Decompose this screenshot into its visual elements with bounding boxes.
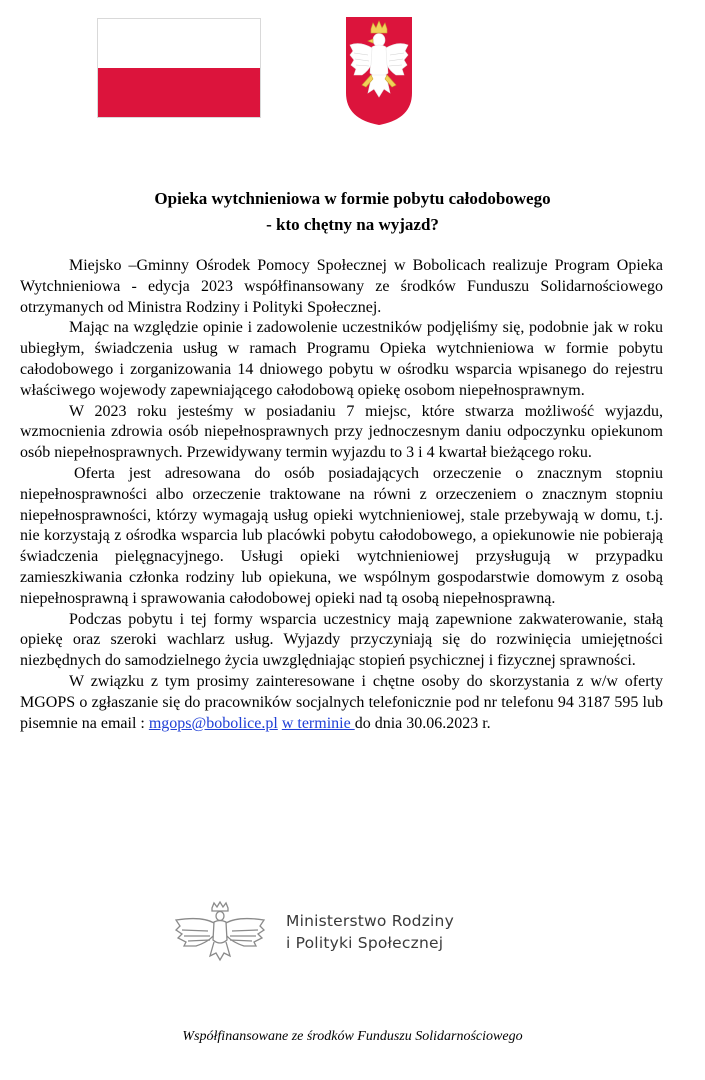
title-line-2: - kto chętny na wyjazd? <box>266 215 439 234</box>
title-line-1: Opieka wytchnieniowa w formie pobytu całodobowego <box>154 189 551 208</box>
ministry-eagle-icon <box>168 900 268 964</box>
paragraph-support: Podczas pobytu i tej formy wsparcia uczestnicy mają zapewnione zakwaterowanie, stałą opiekę oraz szeroki wachlarz usług. Wyjazdy przyczyniają się do rozwinięcia umiejętności niezbędnych do samodzielnego życia uwzględniając stopień psychicznej i fizycznej sprawności. <box>20 610 663 670</box>
ministry-name <box>286 910 454 954</box>
poland-white-eagle-emblem-icon <box>344 15 414 127</box>
document-title <box>0 186 705 238</box>
email-link[interactable]: mgops@bobolice.pl <box>148 714 278 732</box>
deadline-text: do dnia 30.06.2023 r. <box>354 714 491 732</box>
paragraph-program-info: Miejsko –Gminny Ośrodek Pomocy Społecznej w Bobolicach realizuje Program Opieka Wytchnieniowa - edycja 2023 współfinansowany ze środków Funduszu Solidarnościowego otrzymanych od Ministra Rodziny i Polityki Społecznej. <box>20 257 663 316</box>
paragraph-contact <box>20 672 663 734</box>
flag-white-band <box>98 19 260 68</box>
poland-flag-icon <box>97 18 261 118</box>
document-body <box>20 256 663 734</box>
flag-red-band <box>98 68 260 117</box>
paragraph-services: Mając na względzie opinie i zadowolenie uczestników podjęliśmy się, podobnie jak w roku ubiegłym, świadczenia usług w ramach Programu Opieka wytchnieniowa w formie pobytu całodobowego i zorganizowania 14 dniowego pobytu w ośrodku wsparcia wpisanego do rejestru właściwego wojewody zapewniającego całodobową opiekę osobom niepełnosprawnym. <box>20 319 663 399</box>
paragraph-eligibility: Oferta jest adresowana do osób posiadających orzeczenie o znacznym stopniu niepełnosprawności albo orzeczenie traktowane na równi z orzeczeniem o znacznym stopniu niepełnosprawności, którzy wymagają usług opieki wytchnieniowej, stale przebywają w domu, t.j. nie korzystają z ośrodka wsparcia lub placówki pobytu całodobowego, a opiekunowie nie pobierają świadczenia pielęgnacyjnego. Usługi opieki wytchnieniowej przysługują w przypadku zamieszkiwania członka rodziny lub opiekuna, we wspólnym gospodarstwie domowym z osobą niepełnosprawną i sprawowania całodobowej opieki nad tą osobą niepełnosprawną. <box>20 464 663 607</box>
contact-text: W związku z tym prosimy zainteresowane i chętne osoby do skorzystania z w/w oferty MGOPS o zgłaszanie się do pracowników socjalnych telefonicznie pod nr telefonu 94 3187 595 lub pisemnie na email : <box>20 672 663 732</box>
cofinancing-footer: Współfinansowane ze środków Funduszu Solidarnościowego <box>182 1029 523 1044</box>
deadline-link[interactable]: w terminie <box>281 714 355 732</box>
paragraph-places: W 2023 roku jesteśmy w posiadaniu 7 miejsc, które stwarza możliwość wyjazdu, wzmocnienia zdrowia osób niepełnosprawnych przy jednoczesnym daniu odpoczynku opiekunom osób niepełnosprawnych. Przewidywany termin wyjazdu to 3 i 4 kwartał bieżącego roku. <box>20 402 663 462</box>
ministry-logo <box>168 900 478 964</box>
ministry-name-line-2: i Polityki Społecznej <box>286 934 444 952</box>
ministry-name-line-1: Ministerstwo Rodziny <box>286 912 454 930</box>
